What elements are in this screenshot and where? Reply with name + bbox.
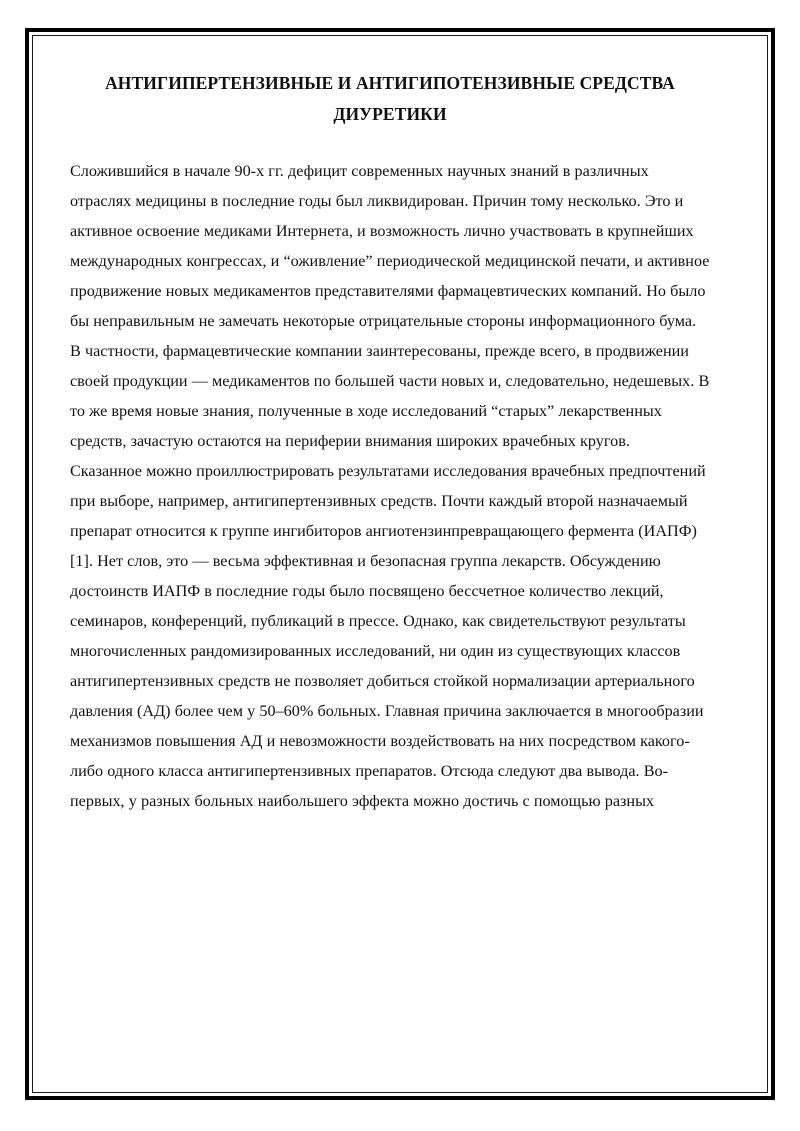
document-title-line-2: ДИУРЕТИКИ bbox=[333, 104, 447, 124]
document-content bbox=[70, 68, 710, 816]
document-title-line-1: АНТИГИПЕРТЕНЗИВНЫЕ И АНТИГИПОТЕНЗИВНЫЕ СРЕДСТВА bbox=[105, 73, 675, 93]
body-paragraph-2: Сказанное можно проиллюстрировать результатами исследования врачебных предпочтений при выборе, например, антигипертензивных средств. Почти каждый второй назначаемый препарат относится к группе ингибиторов ангиотензинпревращающего фермента (ИАПФ) [1]. Нет слов, это — весьма эффективная и безопасная группа лекарств. Обсуждению достоинств ИАПФ в последние годы было посвящено бессчетное количество лекций, семинаров, конференций, публикаций в прессе. Однако, как свидетельствуют результаты многочисленных рандомизированных исследований, ни один из существующих классов антигипертензивных средств не позволяет добиться стойкой нормализации артериального давления (АД) более чем у 50–60% больных. Главная причина заключается в многообразии механизмов повышения АД и невозможности воздействовать на них посредством какого-либо одного класса антигипертензивных препаратов. Отсюда следуют два вывода. Во-первых, у разных больных наибольшего эффекта можно достичь с помощью разных bbox=[70, 462, 706, 810]
page-title bbox=[70, 68, 710, 130]
body-paragraph-1: Сложившийся в начале 90-х гг. дефицит современных научных знаний в различных отраслях медицины в последние годы был ликвидирован. Причин тому несколько. Это и активное освоение медиками Интернета, и возможность лично участвовать в крупнейших международных конгрессах, и “оживление” периодической медицинской печати, и активное продвижение новых медикаментов представителями фармацевтических компаний. Но было бы неправильным не замечать некоторые отрицательные стороны информационного бума. В частности, фармацевтические компании заинтересованы, прежде всего, в продвижении своей продукции — медикаментов по большей части новых и, следовательно, недешевых. В то же время новые знания, полученные в ходе исследований “старых” лекарственных средств, зачастую остаются на периферии внимания широких врачебных кругов. bbox=[70, 162, 710, 450]
document-body bbox=[70, 156, 710, 816]
